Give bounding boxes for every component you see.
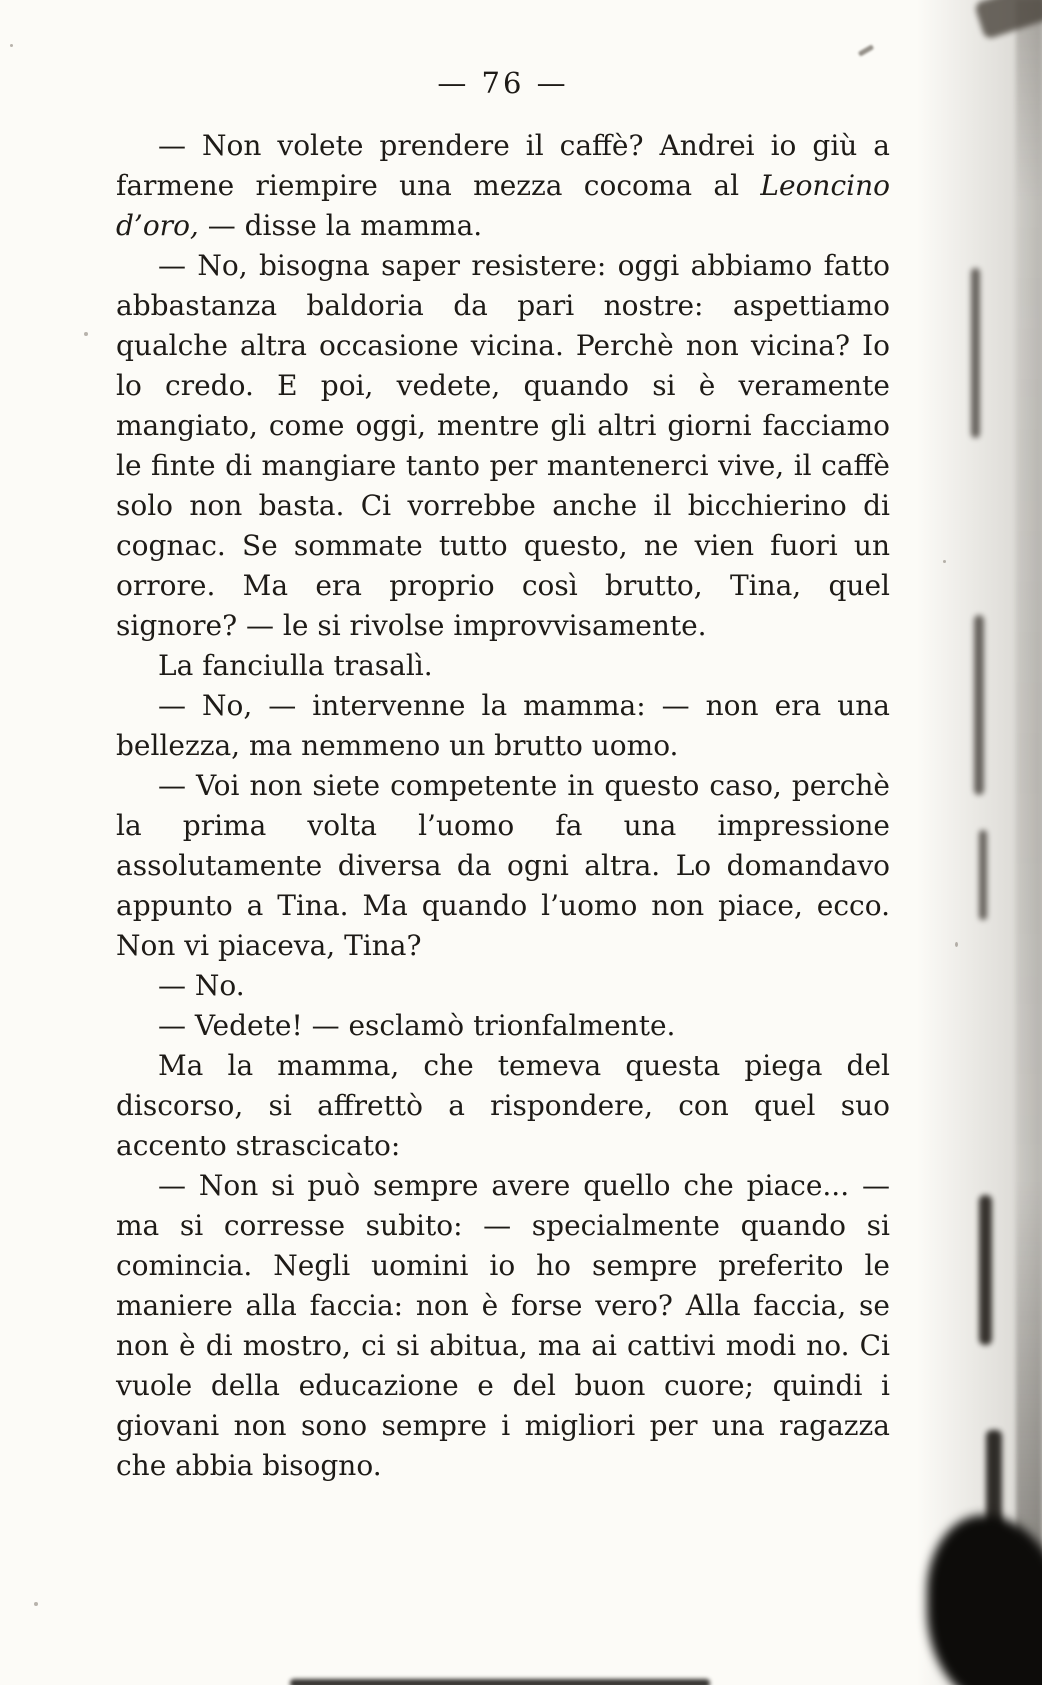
scan-speck: [84, 332, 88, 336]
paragraph: [116, 766, 890, 966]
body-text: — Vedete! — esclamò trionfalmente.: [158, 1009, 676, 1042]
scan-speck: [34, 1602, 38, 1606]
body-text: — Voi non siete competente in questo caso, perchè la prima volta l’uomo fa una impressione assolutamente diversa da ogni altra. Lo domandavo appunto a Tina. Ma quando l’uomo non piace, ecco. Non vi piaceva, Tina?: [116, 769, 890, 962]
paragraph: [116, 966, 890, 1006]
paragraph: [116, 1006, 890, 1046]
body-text: — disse la mamma.: [198, 209, 483, 242]
paragraph: [116, 126, 890, 246]
body-text: Ma la mamma, che temeva questa piega del discorso, si affrettò a rispondere, con quel suo accento strascicato:: [116, 1049, 890, 1162]
scan-artifact: [979, 1195, 992, 1345]
scan-artifact: [974, 0, 1042, 40]
scan-artifact: [971, 268, 980, 438]
scan-artifact: [927, 1515, 1042, 1685]
paragraph: [116, 686, 890, 766]
body-text: — No, — intervenne la mamma: — non era una bellezza, ma nemmeno un brutto uomo.: [116, 689, 890, 762]
paragraph: [116, 246, 890, 646]
scan-speck: [10, 44, 13, 47]
body-text: — Non si può sempre avere quello che piace... — ma si corresse subito: — specialmente quando si comincia. Negli uomini io ho sempre preferito le maniere alla faccia: non è forse vero? Alla faccia, se non è di mostro, ci si abitua, ma ai cattivi modi no. Ci vuole della educazione e del buon cuore; quindi i giovani non sono sempre i migliori per una ragazza che abbia bisogno.: [116, 1169, 890, 1482]
scan-edge-shadow: [1016, 0, 1042, 1685]
body-text: — No.: [158, 969, 245, 1002]
page-text: [116, 126, 890, 1486]
paragraph: [116, 1046, 890, 1166]
body-text: — Non volete prendere il caffè? Andrei io giù a farmene riempire una mezza cocoma al: [116, 129, 890, 202]
scan-artifact: [858, 44, 874, 56]
scan-artifact: [986, 1430, 1002, 1590]
paragraph: [116, 646, 890, 686]
italic-text: Leoncino d’oro,: [116, 169, 890, 242]
paragraph: [116, 1166, 890, 1486]
scan-artifact: [290, 1679, 710, 1685]
scan-speck: [943, 560, 946, 563]
body-text: La fanciulla trasalì.: [158, 649, 433, 682]
page-number: — 76 —: [437, 66, 569, 100]
scan-speck: [955, 942, 958, 947]
scan-artifact: [974, 615, 984, 795]
body-text: — No, bisogna saper resistere: oggi abbiamo fatto abbastanza baldoria da pari nostre: aspettiamo qualche altra occasione vicina. Perchè non vicina? Io lo credo. E poi, vedete, quando si è veramente mangiato, come oggi, mentre gli altri giorni facciamo le finte di mangiare tanto per mantenerci vive, il caffè solo non basta. Ci vorrebbe anche il bicchierino di cognac. Se sommate tutto questo, ne vien fuori un orrore. Ma era proprio così brutto, Tina, quel signore? — le si rivolse improvvisamente.: [116, 249, 890, 642]
scan-artifact: [979, 830, 987, 920]
